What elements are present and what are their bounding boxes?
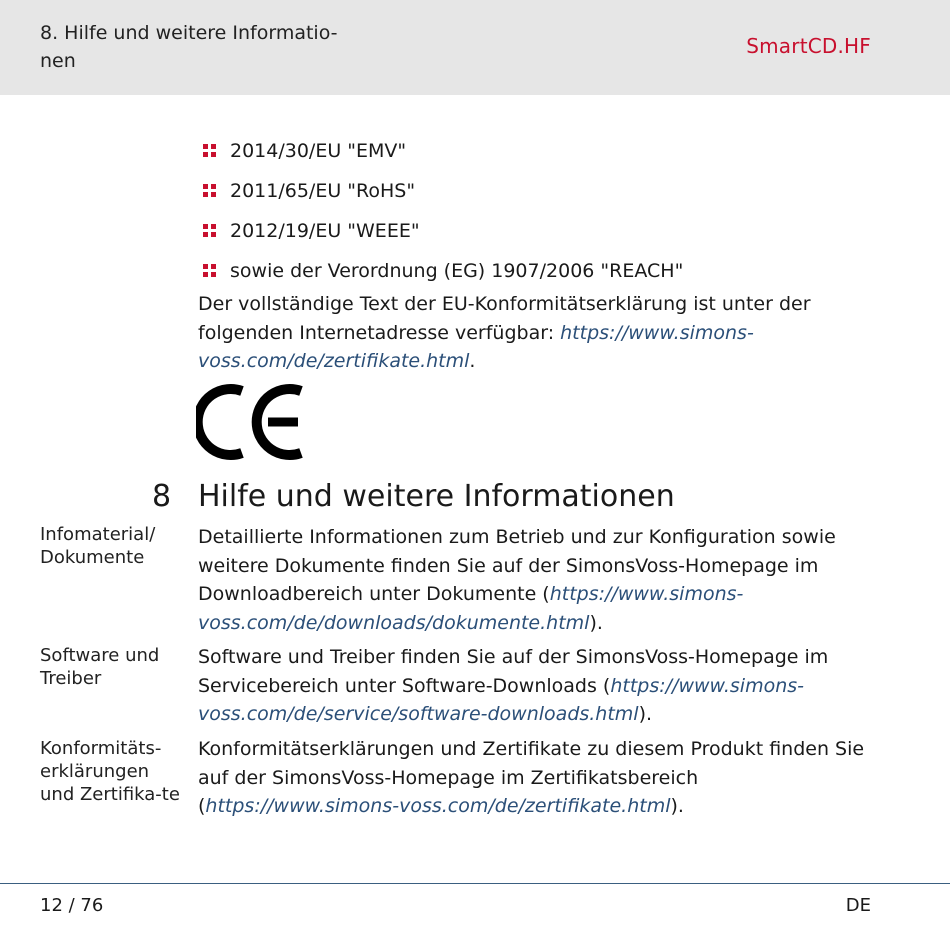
conformity-link[interactable]: https://www.simons-voss.com/de/zertifikate.html bbox=[198, 321, 754, 372]
footer-divider bbox=[0, 883, 950, 884]
documents-link[interactable]: https://www.simons-voss.com/de/downloads/dokumente.html bbox=[198, 583, 744, 634]
directive-list bbox=[203, 137, 683, 297]
ce-mark-icon bbox=[196, 380, 308, 464]
directive-item bbox=[203, 137, 683, 177]
documents-paragraph: Detaillierte Informationen zum Betrieb und zur Konfiguration sowie weitere Dokumente finden Sie auf der SimonsVoss-Homepage im Downloadbereich unter Dokumente (https://www.simons-voss.com/de/downloads/dokumente.html). bbox=[198, 526, 836, 634]
conformity-text: Der vollständige Text der EU-Konformitätserklärung ist unter der folgenden Internetadresse verfügbar: bbox=[198, 293, 811, 344]
red-square-bullet-icon bbox=[203, 184, 216, 197]
section-number: 8 bbox=[152, 479, 172, 514]
software-paragraph: Software und Treiber finden Sie auf der SimonsVoss-Homepage im Servicebereich unter Software-Downloads (https://www.simons-voss.com/de/service/software-downloads.html). bbox=[198, 646, 829, 725]
directive-item bbox=[203, 177, 683, 217]
directive-item bbox=[203, 217, 683, 257]
directive-text: sowie der Verordnung (EG) 1907/2006 "REACH" bbox=[230, 260, 684, 282]
directive-text: 2011/65/EU "RoHS" bbox=[230, 180, 416, 202]
software-link[interactable]: https://www.simons-voss.com/de/service/software-downloads.html bbox=[198, 674, 804, 725]
side-label-software: Software und Treiber bbox=[40, 645, 160, 689]
header-chapter-title: 8. Hilfe und weitere Informatio-nen bbox=[40, 22, 338, 72]
directive-text: 2014/30/EU "EMV" bbox=[230, 140, 407, 162]
directive-text: 2012/19/EU "WEEE" bbox=[230, 220, 420, 242]
page-number: 12 / 76 bbox=[40, 895, 104, 916]
language-code: DE bbox=[845, 895, 871, 916]
header-product-name: SmartCD.HF bbox=[746, 34, 871, 58]
page-header bbox=[0, 0, 950, 95]
side-label-certificates: Konformitäts-erklärungen und Zertifika-te bbox=[40, 738, 180, 805]
conformity-paragraph: Der vollständige Text der EU-Konformitätserklärung ist unter der folgenden Internetadresse verfügbar: https://www.simons-voss.com/de/zertifikate.html. bbox=[198, 293, 811, 372]
red-square-bullet-icon bbox=[203, 264, 216, 277]
red-square-bullet-icon bbox=[203, 144, 216, 157]
section-title: Hilfe und weitere Informationen bbox=[198, 479, 675, 514]
certificates-link[interactable]: https://www.simons-voss.com/de/zertifikate.html bbox=[205, 795, 671, 817]
certificates-paragraph: Konformitätserklärungen und Zertifikate zu diesem Produkt finden Sie auf der SimonsVoss-Homepage im Zertifikatsbereich (https://www.simons-voss.com/de/zertifikate.html). bbox=[198, 738, 865, 817]
red-square-bullet-icon bbox=[203, 224, 216, 237]
side-label-documents: Infomaterial/ Dokumente bbox=[40, 524, 156, 568]
